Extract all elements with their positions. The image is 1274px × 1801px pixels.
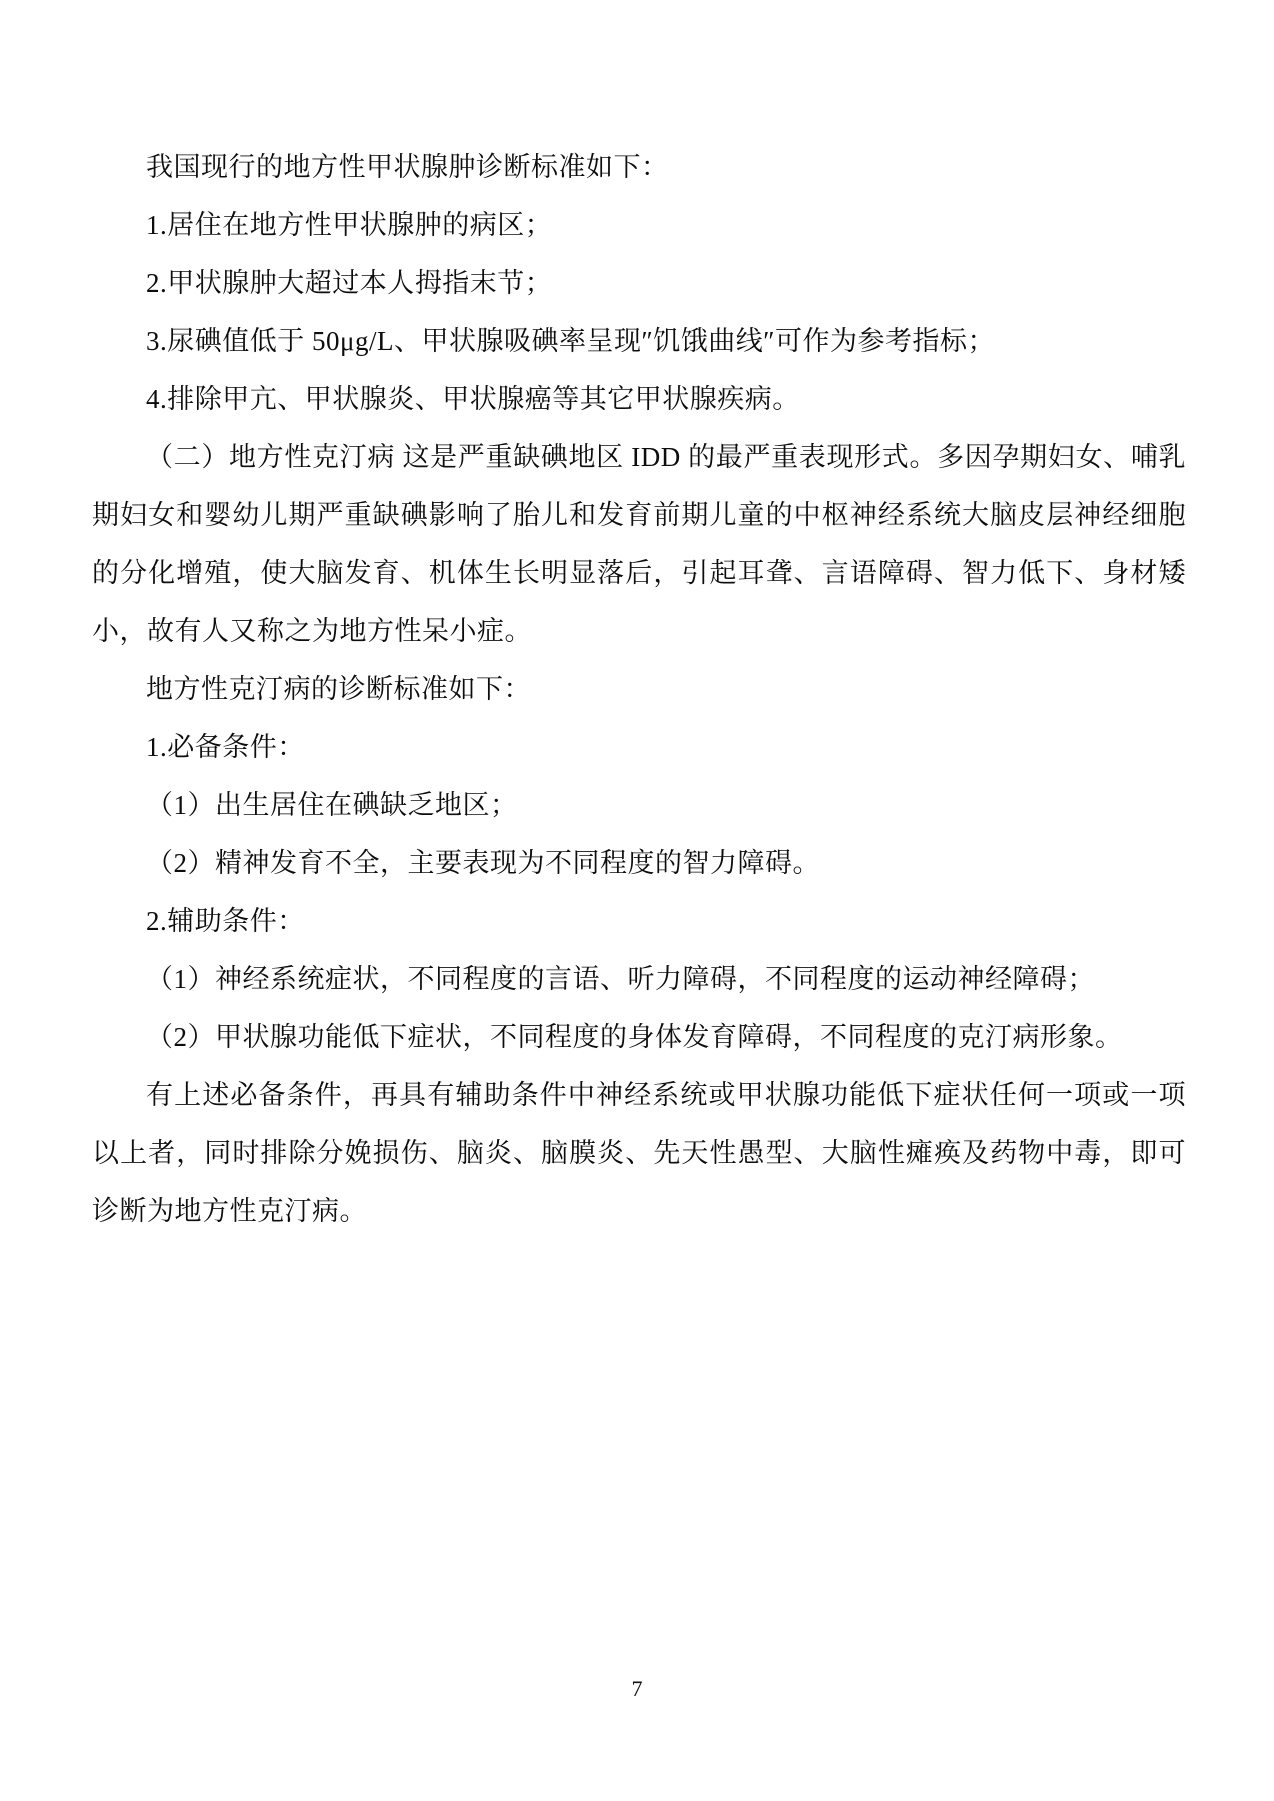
section-paragraph: （二）地方性克汀病 这是严重缺碘地区 IDD 的最严重表现形式。多因孕期妇女、哺乳期妇女和婴幼儿期严重缺碘影响了胎儿和发育前期儿童的中枢神经系统大脑皮层神经细胞的分化增殖，使大脑发育、机体生长明显落后，引起耳聋、言语障碍、智力低下、身材矮小，故有人又称之为地方性呆小症。: [92, 442, 1186, 646]
paragraph: 地方性克汀病的诊断标准如下：: [146, 674, 531, 704]
list-item: 1.必备条件：: [146, 732, 305, 762]
page-number: 7: [631, 1676, 643, 1701]
list-item: （2）甲状腺功能低下症状，不同程度的身体发育障碍，不同程度的克汀病形象。: [146, 1022, 1123, 1052]
list-item: （1）神经系统症状，不同程度的言语、听力障碍，不同程度的运动神经障碍；: [146, 964, 1095, 994]
list-item: 2.辅助条件：: [146, 906, 305, 936]
list-item: （1）出生居住在碘缺乏地区；: [146, 790, 518, 820]
list-item: 3.尿碘值低于 50μg/L、甲状腺吸碘率呈现″饥饿曲线″可作为参考指标；: [146, 326, 995, 356]
list-item: 2.甲状腺肿大超过本人拇指末节；: [146, 268, 553, 298]
list-item: 4.排除甲亢、甲状腺炎、甲状腺癌等其它甲状腺疾病。: [146, 384, 800, 414]
list-item: 1.居住在地方性甲状腺肿的病区；: [146, 210, 553, 240]
list-item: （2）精神发育不全，主要表现为不同程度的智力障碍。: [146, 848, 820, 878]
paragraph: 有上述必备条件，再具有辅助条件中神经系统或甲状腺功能低下症状任何一项或一项以上者，同时排除分娩损伤、脑炎、脑膜炎、先天性愚型、大脑性瘫痪及药物中毒，即可诊断为地方性克汀病。: [92, 1080, 1186, 1226]
paragraph: 我国现行的地方性甲状腺肿诊断标准如下：: [146, 152, 669, 182]
